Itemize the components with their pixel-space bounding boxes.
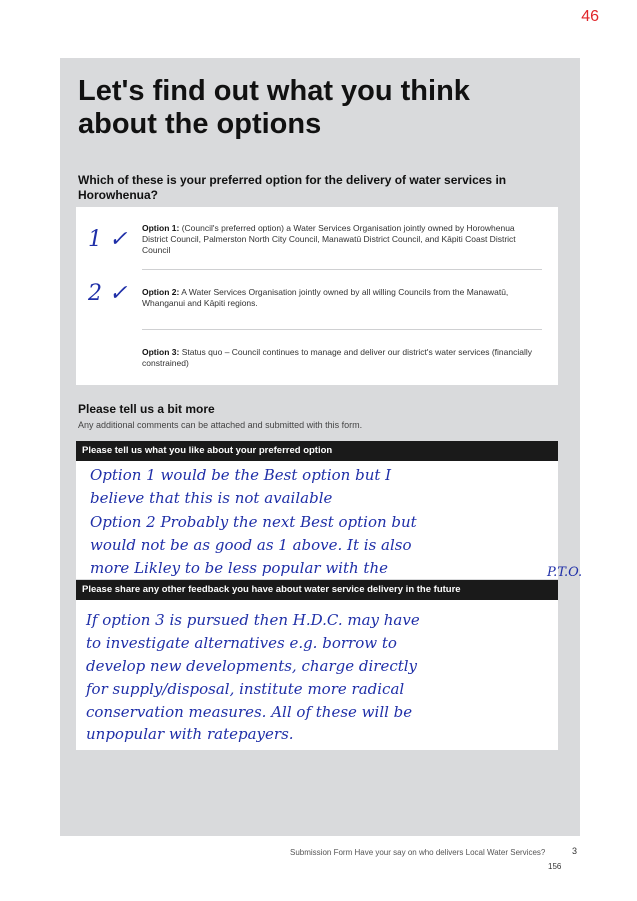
feedback-line-1: If option 3 is pursued then H.D.C. may have <box>86 611 420 629</box>
like-line-3: Option 2 Probably the next Best option but <box>90 513 417 531</box>
feedback-line-5: conservation measures. All of these will be <box>86 703 413 721</box>
option-3-label: Option 3: <box>142 347 180 357</box>
footer-stamp-number: 156 <box>548 862 562 871</box>
option-3-text[interactable] <box>142 347 542 369</box>
feedback-box-header: Please share any other feedback you have about water service delivery in the future <box>76 580 558 600</box>
like-line-4: would not be as good as 1 above. It is also <box>90 536 412 554</box>
more-section-title: Please tell us a bit more <box>78 402 215 416</box>
option-1-description: (Council's preferred option) a Water Services Organisation jointly owned by Horowhenua District Council, Palmerston North City Council, Manawatū District Council, and Kāpiti Coast District Council <box>142 223 516 255</box>
pto-note: P.T.O. <box>547 565 583 580</box>
option-2-label: Option 2: <box>142 287 180 297</box>
option-1-text[interactable] <box>142 223 542 256</box>
footer-page-number: 3 <box>572 846 578 856</box>
option-1-label: Option 1: <box>142 223 180 233</box>
option-2-text[interactable] <box>142 287 542 309</box>
divider <box>142 269 542 270</box>
like-line-5: more Likley to be less popular with the <box>90 559 388 577</box>
feedback-line-6: unpopular with ratepayers. <box>86 725 294 743</box>
feedback-line-4: for supply/disposal, institute more radical <box>86 680 405 698</box>
option-1-handwritten-mark: 1 ✓ <box>88 227 128 252</box>
option-2-description: A Water Services Organisation jointly owned by all willing Councils from the Manawatū, Whanganui and Kāpiti regions. <box>142 287 509 308</box>
question-heading: Which of these is your preferred option for the delivery of water services in Horowhenua? <box>78 173 507 202</box>
page-stamp-number: 46 <box>581 8 599 25</box>
footer-text: Submission Form Have your say on who delivers Local Water Services? <box>290 848 546 857</box>
option-2-handwritten-mark: 2 ✓ <box>88 281 128 306</box>
like-box-answer[interactable] <box>76 461 558 579</box>
like-box-header: Please tell us what you like about your preferred option <box>76 441 558 461</box>
option-3-description: Status quo – Council continues to manage and deliver our district's water services (financially constrained) <box>142 347 532 368</box>
options-box <box>76 207 558 385</box>
feedback-box-answer[interactable] <box>76 600 558 750</box>
like-line-1: Option 1 would be the Best option but I <box>90 466 392 484</box>
feedback-line-2: to investigate alternatives e.g. borrow to <box>86 634 397 652</box>
like-line-2: believe that this is not available <box>90 489 333 507</box>
feedback-line-3: develop new developments, charge directly <box>86 657 418 675</box>
divider <box>142 329 542 330</box>
page-title: Let's find out what you think about the options <box>78 75 470 140</box>
more-section-subtitle: Any additional comments can be attached and submitted with this form. <box>78 420 363 430</box>
